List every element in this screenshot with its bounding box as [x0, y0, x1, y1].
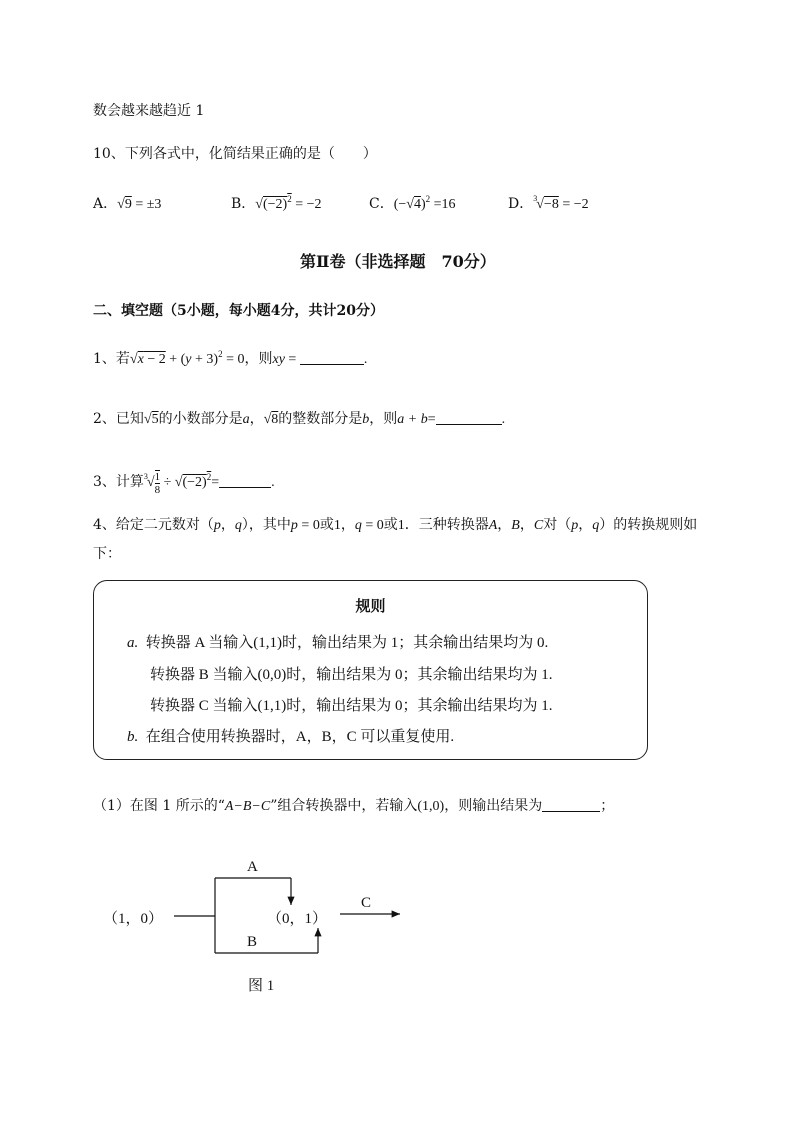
fill-section-title: 二、填空题（5小题，每小题4分，共计20分）: [93, 303, 384, 319]
rules-box: [93, 580, 648, 760]
fill-q3: 3、计算$^3$√ $\frac{1}{8}$ ÷ $√(-2)^2=$ .: [93, 470, 275, 496]
answer-blank[interactable]: [300, 352, 364, 365]
answer-blank[interactable]: [542, 799, 600, 812]
part2-title: 第Ⅱ卷（非选择题 70分）: [300, 252, 496, 271]
sub-question-1: （1）在图 1 所示的“A−B−C”组合转换器中，若输入(1,0)，则输出结果为 ；: [93, 798, 615, 814]
converter-b-label: B: [247, 934, 258, 950]
converter-c-label: C: [361, 895, 372, 911]
rule-a1: a. 转换器 A 当输入(1,1)时，输出结果为 1；其余输出结果均为 0.: [127, 635, 549, 651]
fill-q4-line1: 4、给定二元数对（p，q），其中p = 0或1，q = 0或1．三种转换器A，B，C对（p，q）的转换规则如: [93, 517, 698, 533]
rule-a2: 转换器 B 当输入(0,0)时，输出结果为 0；其余输出结果均为 1.: [150, 667, 553, 683]
option-label: A．: [93, 196, 118, 212]
fill-q1: 1、若$√x - 2 + (y + 3)^2 = 0$，则xy = .: [93, 349, 368, 367]
intro-tail: 数会越来越趋近 1: [93, 103, 205, 119]
option-label: D．: [508, 196, 534, 212]
fill-q4-line2: 下：: [93, 546, 121, 562]
diagram-input-label: （1，0）: [103, 911, 164, 927]
q10-option-c[interactable]: C．$(-√4)^2 =16$: [369, 194, 456, 212]
q1-expression: $√x - 2 + (y + 3)^2 = 0$: [129, 349, 245, 367]
rule-b1: b. 在组合使用转换器时，A，B，C 可以重复使用.: [127, 729, 455, 745]
option-label: C．: [369, 196, 394, 212]
converter-a-label: A: [247, 859, 258, 875]
rule-a3: 转换器 C 当输入(1,1)时，输出结果为 0；其余输出结果均为 1.: [150, 698, 553, 714]
q10-option-b[interactable]: B．$√(-2)^2 = -2$: [231, 194, 322, 212]
option-label: B．: [231, 196, 256, 212]
fill-q2: 2、已知√5的小数部分是a，√8的整数部分是b，则a + b= .: [93, 411, 506, 427]
q10-option-a[interactable]: A．√9 = ±3: [93, 196, 162, 212]
figure-caption: 图 1: [248, 978, 275, 994]
answer-blank[interactable]: [436, 412, 502, 425]
rules-title: 规则: [355, 597, 386, 615]
diagram-mid-label: （0，1）: [267, 911, 328, 927]
q10-stem: 10、下列各式中，化简结果正确的是（ ）: [93, 146, 377, 162]
q3-expression: $^3$√ $\frac{1}{8}$ ÷ $√(-2)^2$: [143, 470, 212, 496]
answer-blank[interactable]: [219, 475, 271, 488]
q10-option-d[interactable]: D．$^3$√−8 = −2: [508, 194, 589, 212]
